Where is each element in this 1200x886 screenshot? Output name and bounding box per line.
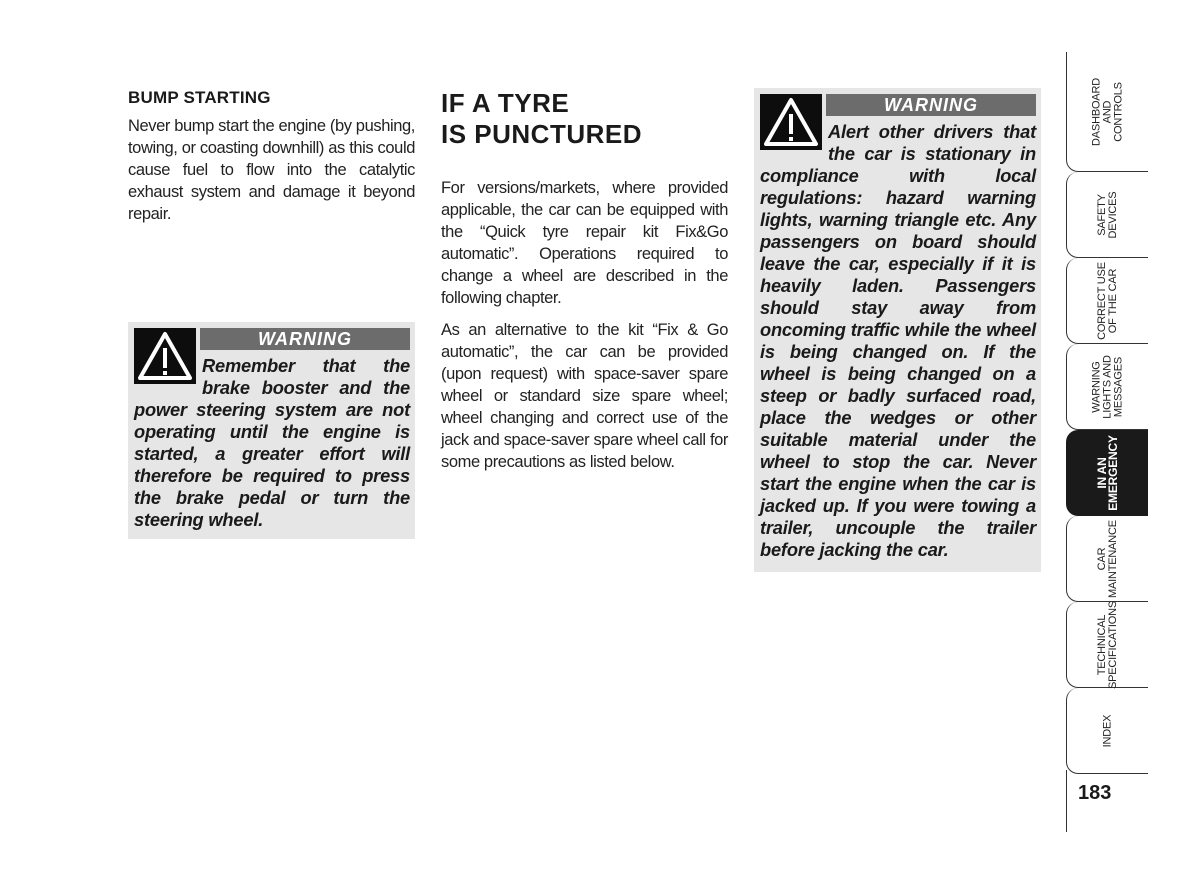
bump-starting-section <box>128 88 415 225</box>
tyre-paragraph-1: For versions/markets, where provided applicable, the car can be equipped with the “Quick tyre repair kit Fix&Go automatic”. Operations required to change a wheel are described in the following chapter. <box>441 179 728 307</box>
bump-starting-heading: BUMP STARTING <box>128 88 271 107</box>
tab-technical-specifications[interactable] <box>1066 602 1148 688</box>
tab-safety-devices[interactable] <box>1066 172 1148 258</box>
tab-label: CAR MAINTENANCE <box>1095 519 1119 598</box>
tyre-paragraph-2: As an alternative to the kit “Fix & Go automatic”, the car can be provided (upon request) with space-saver spare wheel or standard size spare wheel; wheel changing and correct use of the jack and space-saver spare wheel call for some precautions as listed below. <box>441 321 728 471</box>
tab-index[interactable] <box>1066 688 1148 774</box>
tab-warning-lights-and-messages[interactable] <box>1066 344 1148 430</box>
tab-label: CORRECT USE OF THE CAR <box>1095 261 1119 340</box>
tab-correct-use-of-the-car[interactable] <box>1066 258 1148 344</box>
tab-label: WARNING LIGHTS AND MESSAGES <box>1090 354 1124 419</box>
tab-label: SAFETY DEVICES <box>1095 191 1119 238</box>
tab-label: IN AN EMERGENCY <box>1094 434 1120 511</box>
warning-text-left <box>134 355 410 531</box>
warning-label-left: WARNING <box>200 328 410 350</box>
page-title <box>441 88 642 150</box>
warning-text-right <box>760 121 1036 561</box>
warning-text-left-content: Remember that the brake booster and the power steering system are not operating until the engine is started, a greater effort will therefore be required to press the brake pedal or turn the steering wheel. <box>134 355 410 530</box>
page-number: 183 <box>1078 782 1112 804</box>
warning-box-right <box>754 88 1041 572</box>
tyre-section-body <box>441 177 728 483</box>
bump-starting-body: Never bump start the engine (by pushing, towing, or coasting downhill) as this could cause fuel to flow into the catalytic exhaust system and damage it beyond repair. <box>128 117 415 223</box>
page-number-divider <box>1066 770 1067 832</box>
tab-dashboard-and-controls[interactable] <box>1066 52 1148 172</box>
warning-text-right-content: Alert other drivers that the car is stationary in compliance with local regulations: hazard warning lights, warning triangle etc. Any passengers on board should leave the car, especially if it is heavily laden. Passengers should stay away from oncoming traffic while the wheel is being changed on. If the wheel is being changed on a steep or badly surfaced road, place the wedges or other suitable material under the wheel to stop the car. Never start the engine when the car is jacked up. If you were towing a trailer, uncouple the trailer before jacking the car. <box>760 121 1036 560</box>
tab-car-maintenance[interactable] <box>1066 516 1148 602</box>
warning-box-left <box>128 322 415 539</box>
warning-label-right: WARNING <box>826 94 1036 116</box>
title-line-1: IF A TYRE <box>441 88 570 118</box>
tab-label: DASHBOARD AND CONTROLS <box>1090 77 1124 146</box>
tab-label: TECHNICAL SPECIFICATIONS <box>1095 600 1119 689</box>
tab-in-an-emergency[interactable] <box>1066 430 1148 516</box>
tab-label: INDEX <box>1101 714 1113 747</box>
chapter-sidebar <box>1066 52 1148 832</box>
title-line-2: IS PUNCTURED <box>441 119 643 149</box>
